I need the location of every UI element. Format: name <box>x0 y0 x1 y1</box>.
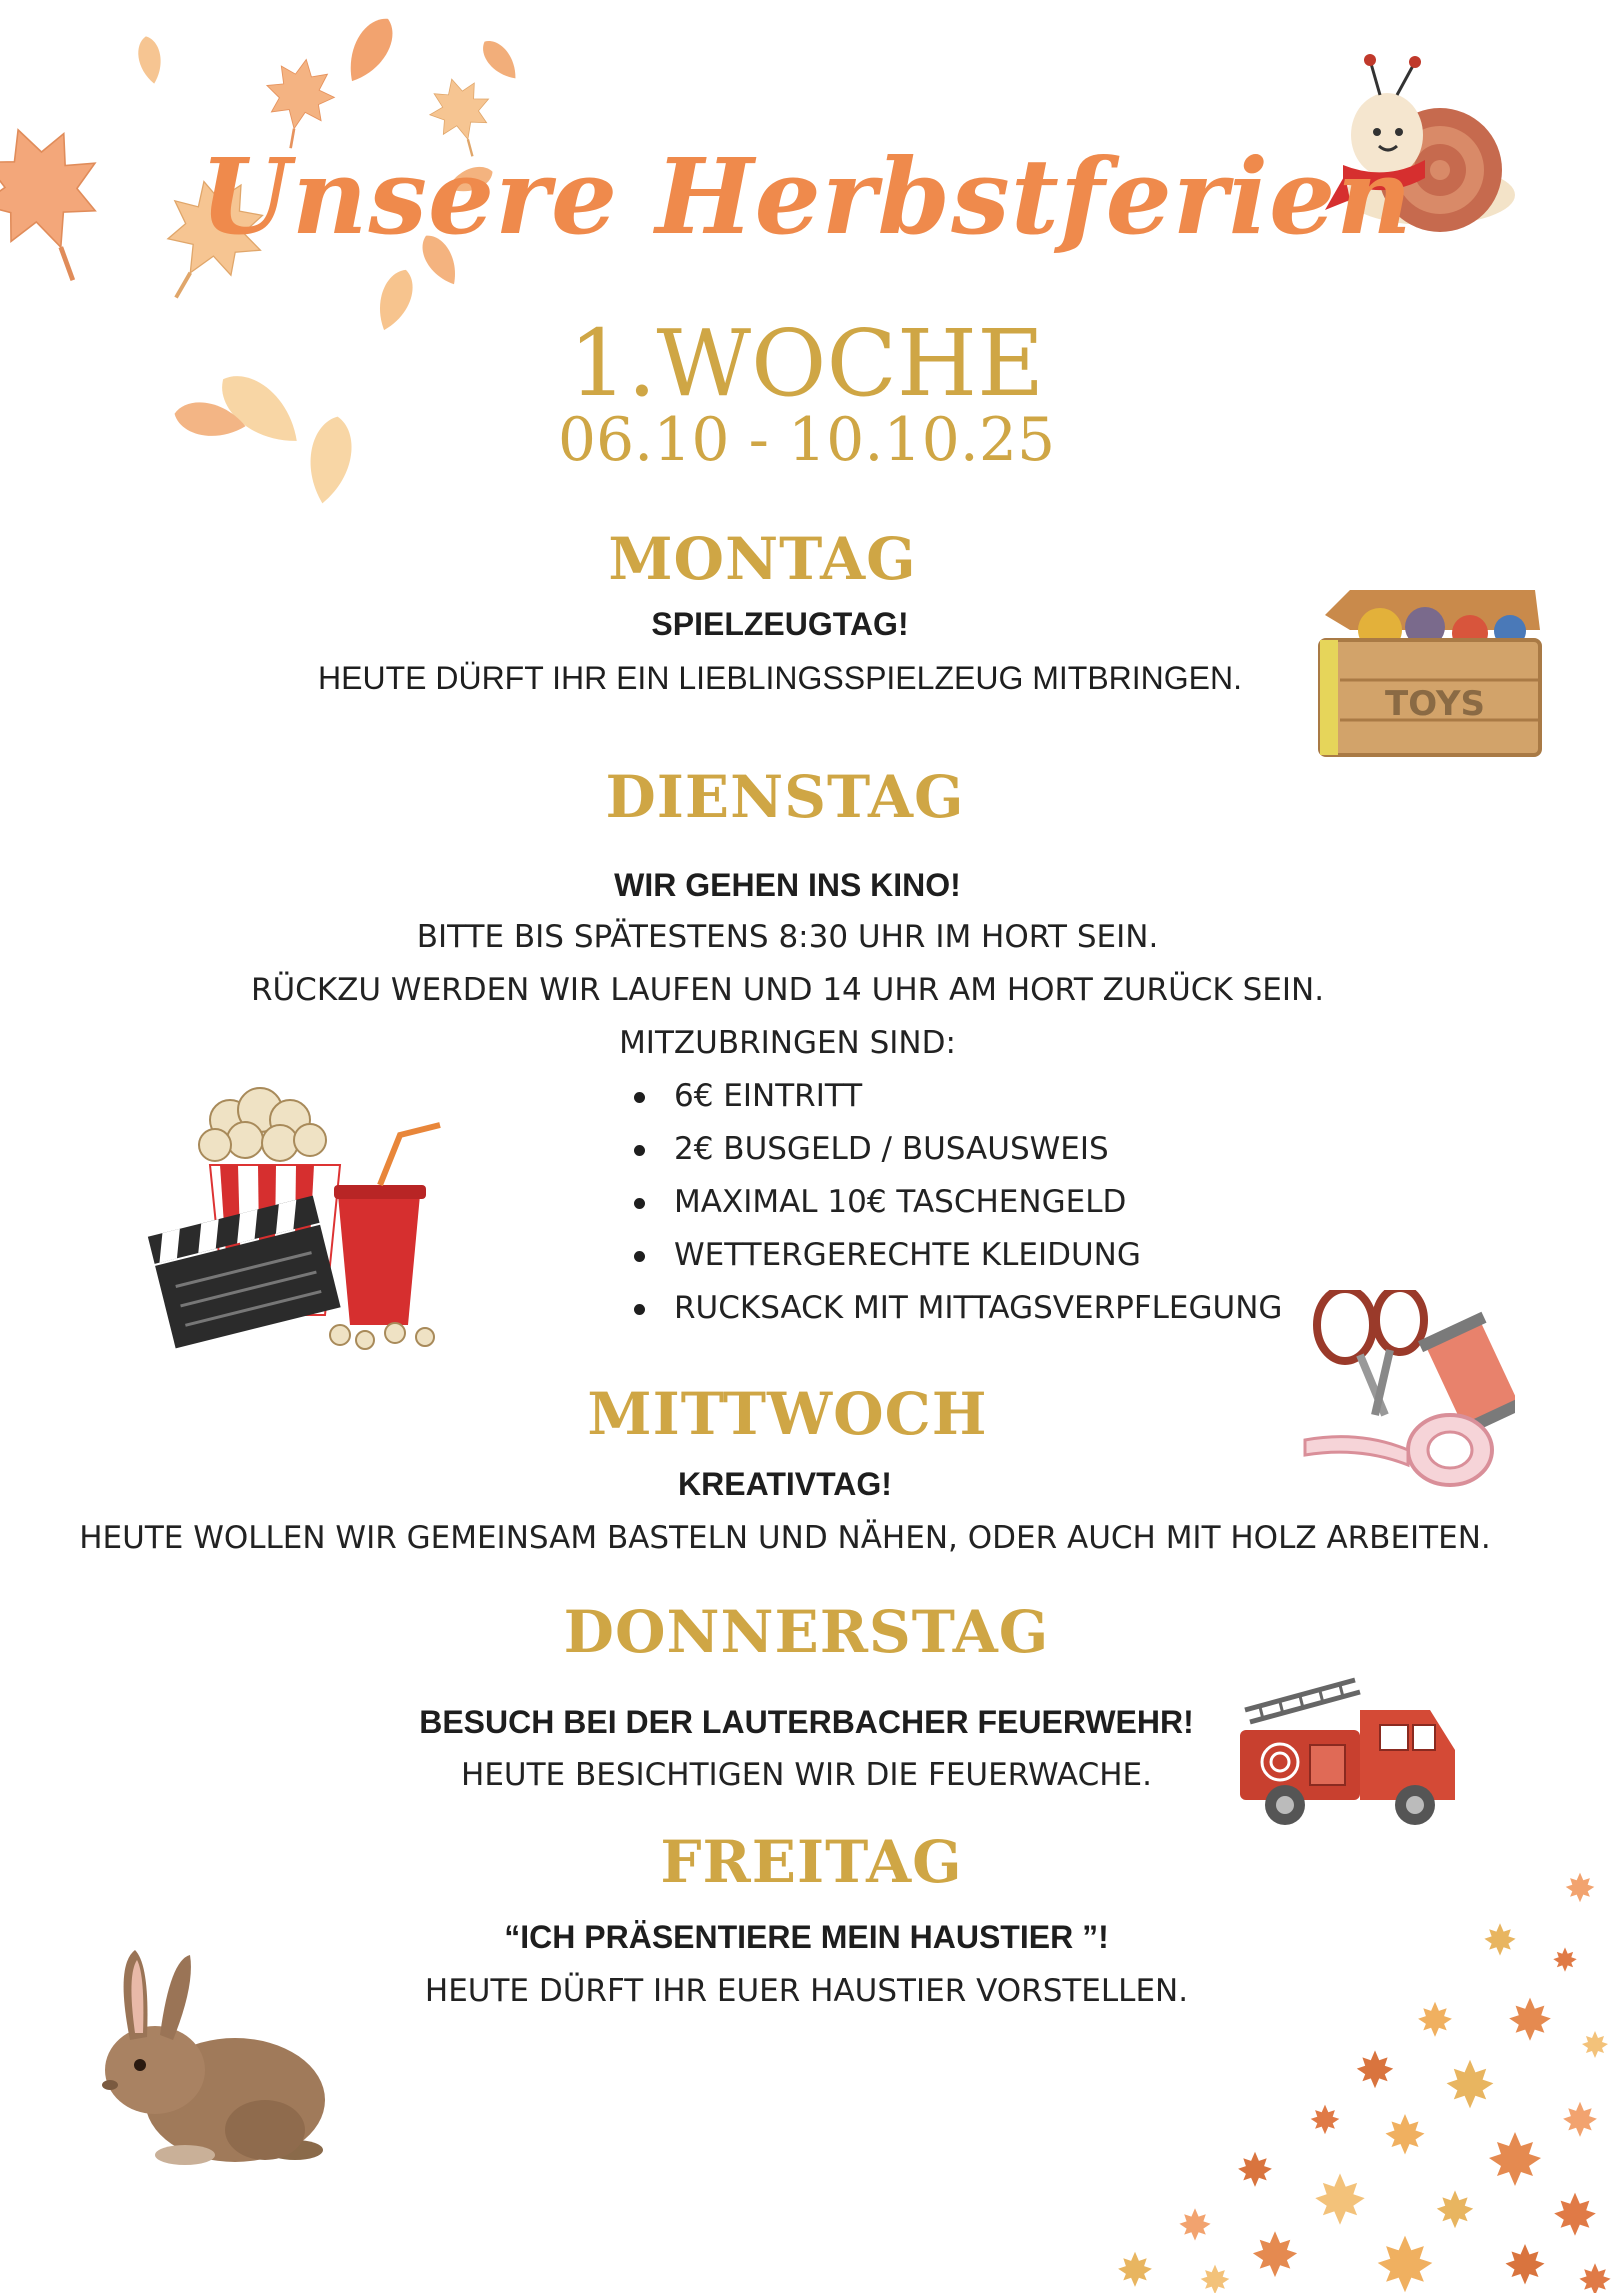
bullet-icon <box>634 1092 645 1103</box>
list-item: 6€ EINTRITT <box>630 1070 1282 1123</box>
wednesday-text: HEUTE WOLLEN WIR GEMEINSAM BASTELN UND NÄHEN, ODER AUCH MIT HOLZ ARBEITEN. <box>79 1520 1491 1556</box>
thursday-heading: DONNERSTAG <box>563 1598 1050 1666</box>
thursday-headline: BESUCH BEI DER LAUTERBACHER FEUERWEHR! <box>419 1704 1194 1740</box>
friday-headline: “ICH PRÄSENTIERE MEIN HAUSTIER ”! <box>504 1919 1109 1955</box>
wednesday-heading: MITTWOCH <box>587 1380 988 1448</box>
tuesday-headline: WIR GEHEN INS KINO! <box>614 867 961 903</box>
rabbit-illustration <box>75 1945 335 2175</box>
list-item: MAXIMAL 10€ TASCHENGELD <box>630 1176 1282 1229</box>
date-range: 06.10 - 10.10.25 <box>557 405 1056 475</box>
cinema-popcorn-illustration <box>140 1085 450 1355</box>
monday-text: HEUTE DÜRFT IHR EIN LIEBLINGSSPIELZEUG MITBRINGEN. <box>318 660 1242 696</box>
tuesday-line-2: RÜCKZU WERDEN WIR LAUFEN UND 14 UHR AM HORT ZURÜCK SEIN. <box>250 972 1325 1008</box>
tuesday-heading: DIENSTAG <box>605 763 965 831</box>
week-heading: 1.WOCHE <box>568 310 1045 417</box>
list-item: RUCKSACK MIT MITTAGSVERPFLEGUNG <box>630 1282 1282 1335</box>
toy-box-label: TOYS <box>1385 684 1485 724</box>
tuesday-line-1: BITTE BIS SPÄTESTENS 8:30 UHR IM HORT SEIN. <box>416 919 1159 955</box>
packing-list <box>630 1070 1282 1335</box>
friday-text: HEUTE DÜRFT IHR EUER HAUSTIER VORSTELLEN. <box>424 1973 1189 2009</box>
monday-headline: SPIELZEUGTAG! <box>651 606 909 642</box>
page-title: Unsere Herbstferien <box>200 135 1413 258</box>
list-item: 2€ BUSGELD / BUSAUSWEIS <box>630 1123 1282 1176</box>
bullet-icon <box>634 1145 645 1156</box>
bullet-icon <box>634 1304 645 1315</box>
list-item: WETTERGERECHTE KLEIDUNG <box>630 1229 1282 1282</box>
monday-heading: MONTAG <box>608 525 917 593</box>
fire-truck-illustration <box>1235 1670 1465 1830</box>
autumn-leaves-bottom-decoration <box>1075 1870 1613 2293</box>
thursday-text: HEUTE BESICHTIGEN WIR DIE FEUERWACHE. <box>461 1757 1152 1793</box>
bullet-icon <box>634 1198 645 1209</box>
toy-box-illustration <box>1310 585 1550 760</box>
tuesday-line-3: MITZUBRINGEN SIND: <box>619 1025 956 1061</box>
wednesday-headline: KREATIVTAG! <box>678 1466 892 1502</box>
friday-heading: FREITAG <box>660 1828 963 1896</box>
bullet-icon <box>634 1251 645 1262</box>
